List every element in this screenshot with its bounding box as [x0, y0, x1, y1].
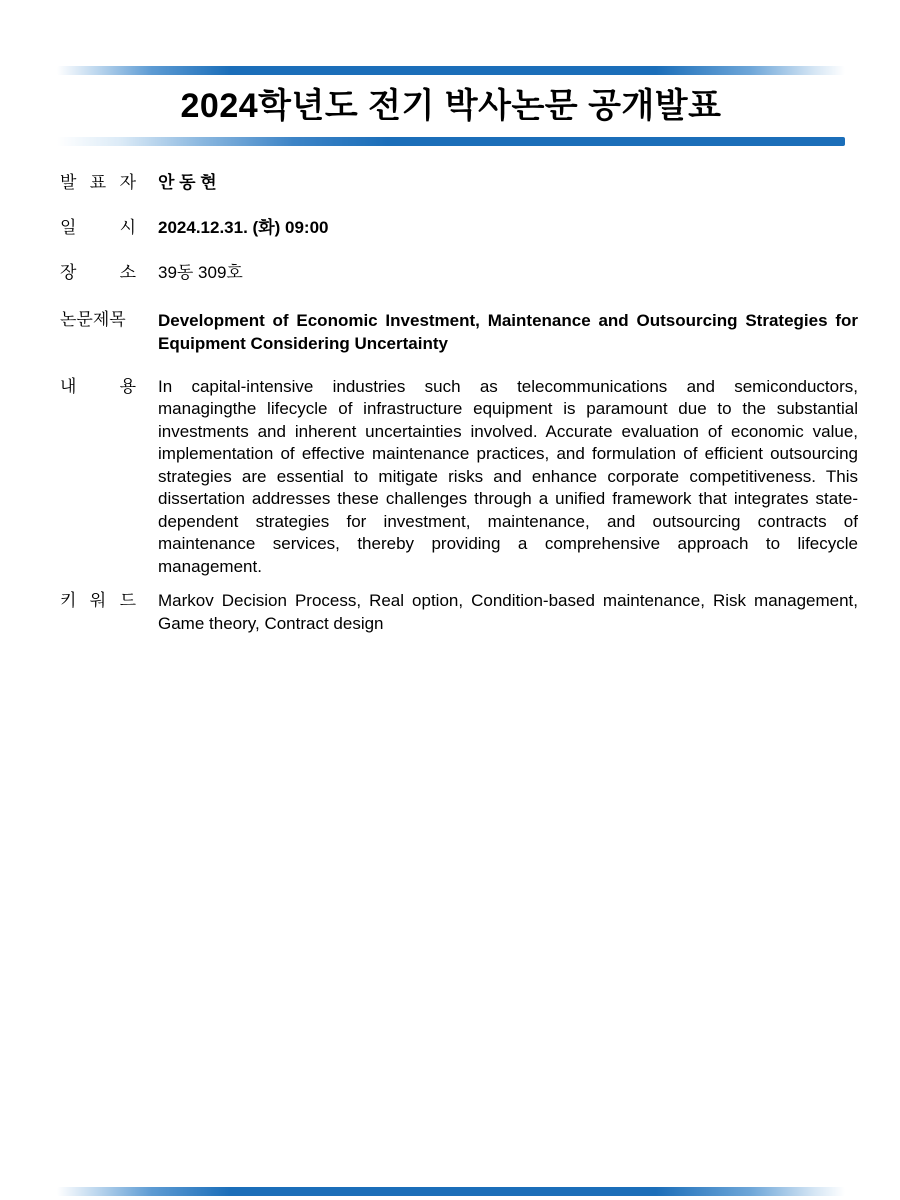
field-value: 39동 309호: [158, 262, 243, 282]
field-label: 장 소: [60, 262, 136, 282]
field-row: [60, 376, 858, 579]
fields-list: [0, 172, 900, 636]
field-label: 키 워 드: [60, 591, 136, 610]
header-rule-top: [57, 66, 845, 75]
header-rule-bottom: [57, 137, 845, 146]
field-row: [60, 217, 858, 238]
field-label: 일 시: [60, 217, 136, 237]
field-row: [60, 309, 858, 355]
footer-rule: [57, 1187, 845, 1196]
field-value: 2024.12.31. (화) 09:00: [158, 217, 329, 237]
field-value: Markov Decision Process, Real option, Condition-based maintenance, Risk management, Game theory, Contract design: [158, 591, 858, 633]
field-label: 내 용: [60, 376, 136, 396]
page-title: 2024학년도 전기 박사논문 공개발표: [180, 87, 722, 125]
field-row: [60, 172, 858, 193]
field-value: In capital-intensive industries such as telecommunications and semiconductors, managingthe lifecycle of infrastructure equipment is paramount due to the substantial investments and inherent uncertainties involved. Accurate evaluation of economic value, implementation of effective maintenance practices, and formulation of efficient outsourcing strategies are essential to mitigate risks and enhance corporate competitiveness. This dissertation addresses these challenges through a unified framework that integrates state-dependent strategies for investment, maintenance, and outsourcing contracts of maintenance services, thereby providing a comprehensive approach to lifecycle management.: [158, 376, 858, 576]
field-value: 안 동 현: [158, 172, 217, 192]
field-label: 논문제목: [60, 309, 126, 329]
field-row: [60, 590, 858, 635]
field-row: [60, 262, 858, 283]
field-value: Development of Economic Investment, Maintenance and Outsourcing Strategies for Equipment Considering Uncertainty: [158, 310, 858, 353]
field-label: 발 표 자: [60, 172, 136, 192]
